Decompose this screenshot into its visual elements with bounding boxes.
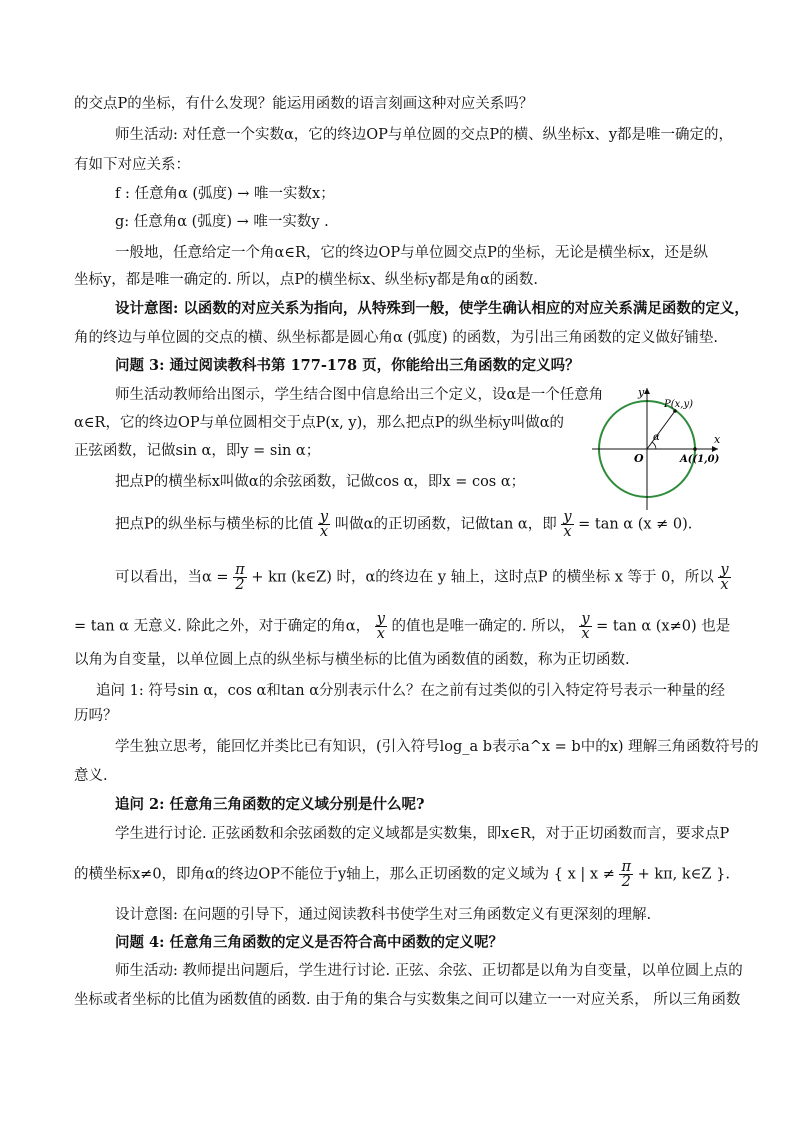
- text-line: 师生活动: 教师提出问题后，学生进行讨论. 正弦、余弦、正切都是以角为自变量，以单位圆上点的: [115, 963, 743, 979]
- y-axis-arrow-icon: [644, 388, 650, 394]
- label-a: A((1,0): [680, 454, 720, 465]
- text-line: 可以看出，当α = $\frac{\pi}{2}$ + kπ (k∈Z) 时，α的终边在 y 轴上，这时点P 的横坐标 x 等于 0，所以 $\frac{y}{x}$: [115, 562, 729, 593]
- text-line: = tan α 无意义. 除此之外，对于确定的角α， $\frac{y}{x}$ 的值也是唯一确定的. 所以， $\frac{y}{x}$ = tan α (x≠0) 也是: [74, 611, 731, 642]
- text-line: 学生进行讨论. 正弦函数和余弦函数的定义域都是实数集，即x∈R，对于正切函数而言，要求点P: [115, 826, 730, 842]
- text-line: 意义.: [74, 768, 108, 784]
- text-line: 历吗？: [74, 708, 118, 724]
- text-line: 角的终边与单位圆的交点的横、纵坐标都是圆心角α (弧度) 的函数，为引出三角函数的定义做好铺垫.: [74, 330, 718, 346]
- fraction-y-over-x: $\frac{y}{x}$: [376, 611, 385, 642]
- question-4: 问题 4: 任意角三角函数的定义是否符合高中函数的定义呢？: [115, 934, 504, 951]
- follow-up-2: 追问 2: 任意角三角函数的定义域分别是什么呢?: [115, 796, 425, 813]
- design-intent: 设计意图: 以函数的对应关系为指向，从特殊到一般，使学生确认相应的对应关系满足函数的定义，: [115, 300, 749, 317]
- text-line: 的交点P的坐标，有什么发现？能运用函数的语言刻画这种对应关系吗？: [74, 96, 534, 112]
- text-line: f : 任意角α (弧度) → 唯一实数x；: [115, 186, 335, 202]
- fraction-y-over-x: $\frac{y}{x}$: [563, 509, 572, 540]
- label-origin: O: [634, 452, 644, 465]
- text-line: α∈R，它的终边OP与单位圆相交于点P(x, y)，那么把点P的纵坐标y叫做α的: [74, 415, 564, 431]
- text-line: 把点P的纵坐标与横坐标的比值 $\frac{y}{x}$ 叫做α的正切函数，记做tan α，即 $\frac{y}{x}$ = tan α (x ≠ 0).: [115, 509, 693, 540]
- text-line: 一般地，任意给定一个角α∈R，它的终边OP与单位圆交点P的坐标，无论是横坐标x，还是纵: [115, 245, 709, 261]
- fraction-y-over-x: $\frac{y}{x}$: [720, 562, 729, 593]
- terminal-side-op: [647, 411, 675, 449]
- text-line: 坐标或者坐标的比值为函数值的函数. 由于角的集合与实数集之间可以建立一一对应关系， 所以三角函数: [74, 992, 741, 1008]
- text-line: 学生独立思考，能回忆并类比已有知识，(引入符号log_a b表示a^x = b中的x) 理解三角函数符号的: [115, 739, 759, 755]
- fraction-pi-over-2: $\frac{\pi}{2}$: [235, 562, 245, 593]
- text-line: 师生活动: 对任意一个实数α，它的终边OP与单位圆的交点P的横、纵坐标x、y都是唯一确定的，: [115, 127, 734, 143]
- text-line: 把点P的横坐标x叫做α的余弦函数，记做cos α，即x = cos α；: [115, 474, 526, 490]
- angle-arc: [652, 442, 656, 449]
- fraction-y-over-x: $\frac{y}{x}$: [581, 611, 590, 642]
- text-line: g: 任意角α (弧度) → 唯一实数y .: [115, 214, 329, 230]
- text-line: 有如下对应关系：: [74, 157, 190, 173]
- text-line: 正弦函数，记做sin α，即y = sin α；: [74, 443, 321, 459]
- point-a: [693, 447, 697, 451]
- design-intent: 设计意图: 在问题的引导下，通过阅读教科书使学生对三角函数定义有更深刻的理解.: [115, 907, 652, 923]
- text-line: 以角为自变量，以单位圆上点的纵坐标与横坐标的比值为函数值的函数，称为正切函数.: [74, 652, 630, 668]
- question-3: 问题 3: 通过阅读教科书第 177-178 页，你能给出三角函数的定义吗？: [115, 357, 580, 374]
- label-y: y: [638, 386, 645, 399]
- label-x: x: [714, 433, 721, 446]
- x-axis-arrow-icon: [712, 446, 718, 452]
- unit-circle-figure: [590, 382, 725, 512]
- text-line: 的横坐标x≠0，即角α的终边OP不能位于y轴上，那么正切函数的定义域为 { x | x ≠ $\frac{\pi}{2}$ + kπ, k∈Z }.: [74, 859, 730, 890]
- fraction-y-over-x: $\frac{y}{x}$: [319, 509, 329, 540]
- text-line: 坐标y，都是唯一确定的. 所以，点P的横坐标x、纵坐标y都是角α的函数.: [74, 272, 538, 288]
- follow-up-1: 追问 1: 符号sin α，cos α和tan α分别表示什么？在之前有过类似的引入特定符号表示一种量的经: [96, 683, 726, 699]
- text-line: 师生活动教师给出图示，学生结合图中信息给出三个定义，设α是一个任意角: [115, 387, 604, 403]
- label-alpha: α: [653, 432, 660, 443]
- fraction-pi-over-2: $\frac{\pi}{2}$: [621, 859, 631, 890]
- label-p: P(x,y): [664, 399, 693, 410]
